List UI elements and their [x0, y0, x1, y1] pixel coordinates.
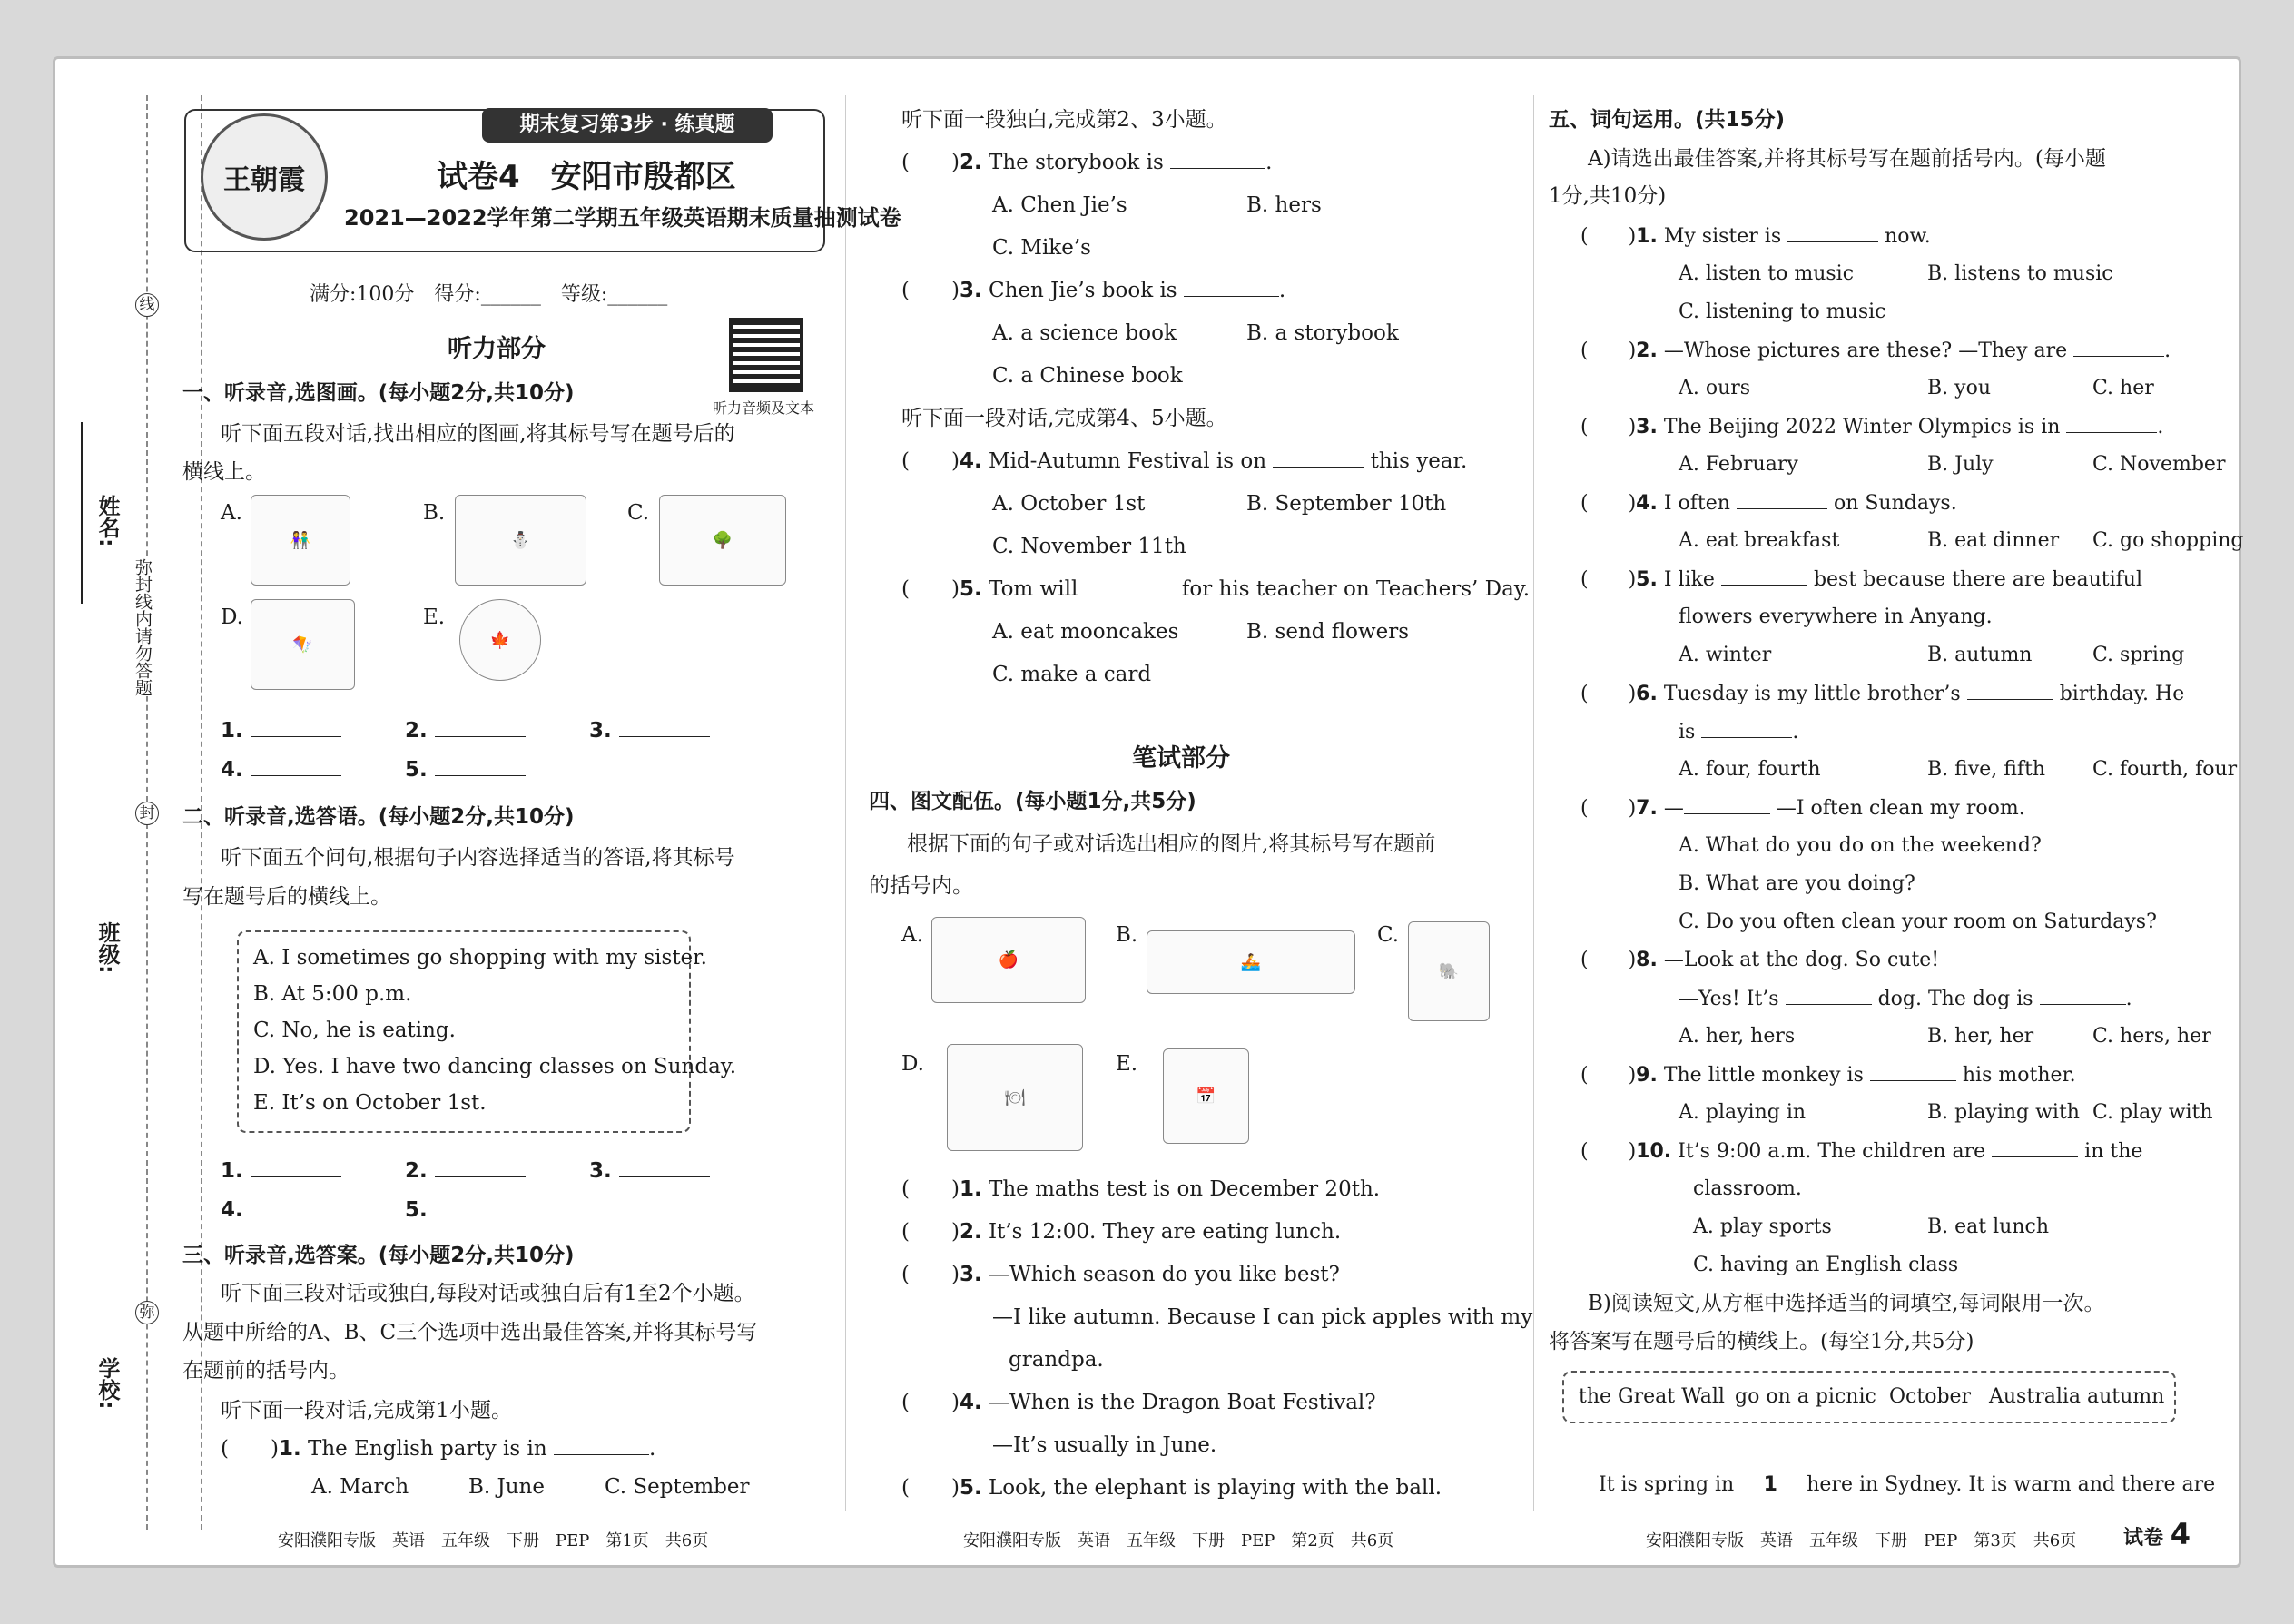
- s5-q9-b: his mother.: [1962, 1064, 2076, 1087]
- s5-q4-option-b: B. eat dinner: [1927, 529, 2060, 552]
- passage-line-1: [1599, 1471, 2215, 1499]
- s5-q9-option-a: A. playing in: [1679, 1101, 1807, 1124]
- s5-q9-option-c: C. play with: [2092, 1101, 2213, 1124]
- question-5: ( )5. Tom will for his teacher on Teachers’ Day.: [901, 577, 1531, 601]
- paper-number: 4: [2170, 1517, 2191, 1551]
- answer-blank[interactable]: [1721, 566, 1807, 586]
- option-b: B. At 5:00 p.m.: [253, 982, 412, 1006]
- exam-title: 试卷4 安阳市殷都区: [437, 159, 736, 195]
- s5-q8-a: —Look at the dog. So cute!: [1663, 949, 1940, 971]
- s5-q9-a: The little monkey is: [1663, 1064, 1864, 1087]
- word-bank-item: the Great Wall: [1579, 1385, 1725, 1408]
- picture-a: 👫: [251, 495, 350, 586]
- s5-q6-option-c: C. fourth, four: [2092, 758, 2238, 781]
- s5-question-7: ( )7. — —I often clean my room.: [1580, 794, 2025, 822]
- section3-instruction-3: 在题前的括号内。: [182, 1359, 350, 1383]
- picture-b: ⛄: [455, 495, 586, 586]
- name-label: 姓名:: [94, 495, 120, 547]
- answer-blank[interactable]: [251, 756, 341, 776]
- qr-caption: 听力音频及文本: [713, 399, 815, 417]
- s5-q6-line2: is .: [1679, 718, 1798, 746]
- answer-blank[interactable]: [554, 1435, 649, 1455]
- s5-q10-b: in the: [2084, 1140, 2143, 1163]
- page-footer-2: 安阳濮阳专版 英语 五年级 下册 PEP 第2页 共6页: [963, 1531, 1394, 1550]
- s4-q4-text: —When is the Dragon Boat Festival?: [989, 1391, 1376, 1414]
- answer-blank[interactable]: [435, 756, 526, 776]
- s5-question-8: ( )8. —Look at the dog. So cute!: [1580, 949, 1940, 971]
- s5-q8-line2: —Yes! It’s dog. The dog is .: [1679, 985, 2132, 1013]
- s5-q7-option-c: C. Do you often clean your room on Saturdays?: [1679, 910, 2157, 933]
- picture-e: 🍁: [459, 599, 541, 681]
- section1-title: 一、听录音,选图画。(每小题2分,共10分): [182, 381, 575, 405]
- s5-question-5: ( )5. I like best because there are beautiful: [1580, 566, 2142, 594]
- s4-question-3: ( )3. —Which season do you like best?: [901, 1263, 1340, 1286]
- s5-q7-a: —: [1663, 797, 1684, 820]
- pic-label-a: A.: [221, 501, 242, 525]
- s5-q8-c: dog. The dog is: [1877, 988, 2033, 1010]
- word-bank-item: autumn: [2087, 1385, 2165, 1408]
- s4-q4-line-2: —It’s usually in June.: [992, 1433, 1217, 1457]
- s5-question-10: ( )10. It’s 9:00 a.m. The children are in the: [1580, 1137, 2142, 1166]
- q5-text-a: Tom will: [989, 577, 1078, 601]
- s5-q8-b: —Yes! It’s: [1679, 988, 1779, 1010]
- section1-instruction: 听下面五段对话,找出相应的图画,将其标号写在题号后的: [221, 422, 735, 446]
- school-label: 学校:: [94, 1357, 120, 1410]
- s5-q7-b: —I often clean my room.: [1776, 797, 2025, 820]
- section2-instruction-2: 写在题号后的横线上。: [182, 885, 391, 909]
- s4-question-5: ( )5. Look, the elephant is playing with the ball.: [901, 1476, 1442, 1500]
- col2-sub-3: 听下面一段对话,完成第4、5小题。: [901, 407, 1227, 430]
- section4-instruction: 根据下面的句子或对话选出相应的图片,将其标号写在题前: [907, 832, 1436, 856]
- s1-num-3: 3.: [589, 719, 612, 743]
- s5-q9-option-b: B. playing with: [1927, 1101, 2080, 1124]
- s5-q3-option-c: C. November: [2092, 453, 2226, 476]
- paper-label-text: 试卷: [2123, 1527, 2164, 1550]
- s4-q2-text: It’s 12:00. They are eating lunch.: [989, 1220, 1342, 1244]
- score-line: 满分:100分 得分:______ 等级:______: [310, 283, 668, 306]
- s5-q10-option-c: C. having an English class: [1693, 1254, 1959, 1276]
- s5-q5-option-b: B. autumn: [1927, 644, 2033, 666]
- q4-text-b: this year.: [1370, 449, 1468, 473]
- page-footer-3: 安阳濮阳专版 英语 五年级 下册 PEP 第3页 共6页: [1646, 1531, 2077, 1550]
- class-label: 班级:: [94, 921, 120, 974]
- col2-sub-2: 听下面一段独白,完成第2、3小题。: [901, 108, 1227, 132]
- paper-label: [2123, 1517, 2191, 1552]
- passage-text-a: It is spring in: [1599, 1473, 1735, 1496]
- picture-apple-picking: 🍎: [931, 917, 1086, 1003]
- s2-num-4: 4.: [221, 1198, 243, 1222]
- s5-q10-option-a: A. play sports: [1693, 1216, 1832, 1238]
- mark-seal: 封: [135, 802, 159, 825]
- mark-line: 线: [135, 293, 159, 317]
- s5-q6-option-b: B. five, fifth: [1927, 758, 2046, 781]
- s5-q5-a: I like: [1663, 568, 1715, 591]
- picture-elephant: 🐘: [1408, 921, 1490, 1021]
- s5-q7-option-b: B. What are you doing?: [1679, 872, 1915, 895]
- word-bank-item: go on a picnic: [1735, 1385, 1876, 1408]
- answer-blank[interactable]: [251, 1196, 341, 1216]
- question-1: ( )1. The English party is in .: [221, 1437, 656, 1461]
- question-4: ( )4. Mid-Autumn Festival is on this year.: [901, 449, 1468, 473]
- s4-q3-text: —Which season do you like best?: [989, 1263, 1340, 1286]
- section3-title: 三、听录音,选答案。(每小题2分,共10分): [182, 1244, 575, 1267]
- s5-q10-c: classroom.: [1693, 1177, 1802, 1200]
- s4-q5-text: Look, the elephant is playing with the ball.: [989, 1476, 1442, 1500]
- s5-question-2: ( )2. —Whose pictures are these? —They are .: [1580, 337, 2171, 365]
- q1-option-a: A. March: [311, 1475, 409, 1499]
- s5-q1-option-b: B. listens to music: [1927, 262, 2113, 285]
- s4-q3-line-3: grandpa.: [1009, 1348, 1104, 1372]
- s5-q10-a: It’s 9:00 a.m. The children are: [1678, 1140, 1986, 1163]
- s5-q2-a: —Whose pictures are these? —They are: [1663, 340, 2068, 362]
- q3-option-c: C. a Chinese book: [992, 364, 1183, 388]
- logo-text: 王朝霞: [223, 164, 305, 196]
- exam-sheet: [53, 56, 2244, 1568]
- s5-q3-option-a: A. February: [1679, 453, 1798, 476]
- writing-title: 笔试部分: [1132, 744, 1230, 773]
- option-d: D. Yes. I have two dancing classes on Sunday.: [253, 1055, 737, 1078]
- s5-q5-option-c: C. spring: [2092, 644, 2185, 666]
- section5b-instruction: B)阅读短文,从方框中选择适当的词填空,每词限用一次。: [1588, 1292, 2105, 1315]
- answer-blank[interactable]: [1170, 149, 1265, 169]
- q3-text: Chen Jie’s book is: [989, 279, 1177, 302]
- s5-q6-option-a: A. four, fourth: [1679, 758, 1821, 781]
- word-bank-item: October: [1889, 1385, 1972, 1408]
- s5-q1-a: My sister is: [1663, 225, 1782, 248]
- q5-option-c: C. make a card: [992, 663, 1152, 686]
- s5-question-3: ( )3. The Beijing 2022 Winter Olympics is in .: [1580, 413, 2163, 441]
- s1-num-1: 1.: [221, 719, 243, 743]
- s5-q7-option-a: A. What do you do on the weekend?: [1679, 834, 2042, 857]
- s4-question-4: ( )4. —When is the Dragon Boat Festival?: [901, 1391, 1376, 1414]
- seal-notice: 弥封线内请勿答题: [131, 558, 155, 696]
- answer-blank[interactable]: [435, 717, 526, 737]
- s5-q1-b: now.: [1885, 225, 1931, 248]
- section4-title: 四、图文配伍。(每小题1分,共5分): [869, 790, 1196, 813]
- answer-blank[interactable]: [251, 1157, 341, 1177]
- s5-q3-option-b: B. July: [1927, 453, 1994, 476]
- exam-subtitle: 2021—2022学年第二学期五年级英语期末质量抽测试卷: [344, 205, 901, 231]
- pic-label-e: E.: [423, 605, 446, 629]
- s4-pic-label-d: D.: [901, 1052, 924, 1076]
- s4-question-2: ( )2. It’s 12:00. They are eating lunch.: [901, 1220, 1342, 1244]
- s5-q1-option-a: A. listen to music: [1679, 262, 1855, 285]
- s2-num-3: 3.: [589, 1159, 612, 1183]
- s5-q5-b: best because there are beautiful: [1813, 568, 2143, 591]
- answer-blank[interactable]: [1085, 576, 1176, 595]
- answer-blank[interactable]: [251, 717, 341, 737]
- s5-q4-a: I often: [1663, 492, 1730, 515]
- s2-num-1: 1.: [221, 1159, 243, 1183]
- s5-question-1: ( )1. My sister is now.: [1580, 222, 1931, 251]
- section2-instruction: 听下面五个问句,根据句子内容选择适当的答语,将其标号: [221, 846, 735, 870]
- q1-option-b: B. June: [468, 1475, 545, 1499]
- s4-pic-label-c: C.: [1377, 923, 1400, 947]
- pic-label-c: C.: [627, 501, 650, 525]
- answer-blank[interactable]: [2040, 985, 2126, 1005]
- column-divider: [845, 95, 846, 1511]
- answer-blank[interactable]: [1737, 489, 1827, 509]
- s2-num-2: 2.: [405, 1159, 428, 1183]
- s4-question-1: ( )1. The maths test is on December 20th.: [901, 1177, 1381, 1201]
- answer-blank[interactable]: [619, 1157, 710, 1177]
- s4-q1-text: The maths test is on December 20th.: [989, 1177, 1381, 1201]
- s5-q6-c: is: [1679, 721, 1696, 743]
- picture-lunch: 🍽: [947, 1044, 1083, 1151]
- q2-text: The storybook is: [989, 151, 1164, 174]
- section5a-instruction-2: 1分,共10分): [1549, 184, 1667, 208]
- s4-pic-label-a: A.: [901, 923, 923, 947]
- s5-q4-option-a: A. eat breakfast: [1679, 529, 1840, 552]
- answer-blank[interactable]: [1787, 222, 1878, 242]
- s5-question-4: ( )4. I often on Sundays.: [1580, 489, 1957, 517]
- q1-option-c: C. September: [605, 1475, 750, 1499]
- s5-q8-option-b: B. her, her: [1927, 1025, 2034, 1048]
- q3-option-a: A. a science book: [992, 321, 1177, 345]
- s1-num-5: 5.: [405, 758, 428, 782]
- section1-instruction-2: 横线上。: [182, 460, 266, 484]
- page-footer-1: 安阳濮阳专版 英语 五年级 下册 PEP 第1页 共6页: [278, 1531, 709, 1550]
- answer-blank[interactable]: [1786, 985, 1872, 1005]
- qr-code-icon[interactable]: [729, 318, 803, 392]
- q5-text-b: for his teacher on Teachers’ Day.: [1181, 577, 1531, 601]
- q4-option-b: B. September 10th: [1246, 492, 1447, 516]
- answer-blank[interactable]: [1870, 1061, 1956, 1081]
- s5-q4-b: on Sundays.: [1833, 492, 1957, 515]
- s5-q10-option-b: B. eat lunch: [1927, 1216, 2049, 1238]
- q1-text: The English party is in: [308, 1437, 547, 1461]
- s1-num-4: 4.: [221, 758, 243, 782]
- column-divider: [1533, 95, 1534, 1511]
- answer-blank[interactable]: [1967, 680, 2053, 700]
- listening-title: 听力部分: [448, 335, 546, 363]
- passage-blank-1[interactable]: 1: [1740, 1471, 1800, 1491]
- q5-option-a: A. eat mooncakes: [992, 620, 1179, 644]
- answer-blank[interactable]: [619, 717, 710, 737]
- s5-q2-option-a: A. ours: [1679, 377, 1751, 399]
- q4-option-a: A. October 1st: [992, 492, 1146, 516]
- option-e: E. It’s on October 1st.: [253, 1091, 487, 1115]
- answer-blank[interactable]: [435, 1196, 526, 1216]
- q2-option-a: A. Chen Jie’s: [992, 193, 1127, 217]
- answer-blank[interactable]: [1701, 718, 1792, 738]
- pic-label-b: B.: [423, 501, 446, 525]
- logo-seal: [201, 113, 328, 241]
- section4-instruction-2: 的括号内。: [869, 874, 973, 898]
- section3-instruction: 听下面三段对话或独白,每段对话或独白后有1至2个小题。: [221, 1282, 755, 1305]
- s5-q5-option-a: A. winter: [1679, 644, 1772, 666]
- s2-num-5: 5.: [405, 1198, 428, 1222]
- s5-q6-a: Tuesday is my little brother’s: [1663, 683, 1961, 705]
- q3-option-b: B. a storybook: [1246, 321, 1399, 345]
- option-c: C. No, he is eating.: [253, 1019, 456, 1042]
- answer-blank[interactable]: [1273, 448, 1364, 468]
- q4-text-a: Mid-Autumn Festival is on: [989, 449, 1267, 473]
- q2-option-b: B. hers: [1246, 193, 1322, 217]
- picture-dragon-boat: 🚣: [1147, 930, 1355, 994]
- pic-label-d: D.: [221, 605, 243, 629]
- calendar-icon: 📅: [1163, 1048, 1249, 1144]
- s5-q4-option-c: C. go shopping: [2092, 529, 2244, 552]
- answer-blank[interactable]: [435, 1157, 526, 1177]
- review-badge: 期末复习第3步 · 练真题: [482, 108, 773, 143]
- option-a: A. I sometimes go shopping with my sister.: [253, 946, 707, 969]
- s4-pic-label-b: B.: [1116, 923, 1138, 947]
- s5-q1-option-c: C. listening to music: [1679, 300, 1886, 323]
- picture-c: 🌳: [659, 495, 786, 586]
- word-bank-item: Australia: [1989, 1385, 2082, 1408]
- section5b-instruction-2: 将答案写在题号后的横线上。(每空1分,共5分): [1549, 1330, 1974, 1353]
- answer-blank[interactable]: [2066, 413, 2157, 433]
- answer-blank[interactable]: [1184, 277, 1279, 297]
- answer-blank[interactable]: [2073, 337, 2164, 357]
- section5-title: 五、词句运用。(共15分): [1549, 108, 1786, 132]
- s5-question-6: ( )6. Tuesday is my little brother’s birthday. He: [1580, 680, 2184, 708]
- s5-q3-a: The Beijing 2022 Winter Olympics is in: [1663, 416, 2061, 438]
- name-line: [81, 422, 83, 604]
- s5-q5-c: flowers everywhere in Anyang.: [1679, 605, 1993, 628]
- s5-q8-option-c: C. hers, her: [2092, 1025, 2211, 1048]
- section5a-instruction: A)请选出最佳答案,并将其标号写在题前括号内。(每小题: [1588, 147, 2106, 171]
- q4-option-c: C. November 11th: [992, 535, 1186, 558]
- section3-instruction-2: 从题中所给的A、B、C三个选项中选出最佳答案,并将其标号写: [182, 1321, 758, 1344]
- s5-question-9: ( )9. The little monkey is his mother.: [1580, 1061, 2076, 1089]
- section3-sub-1: 听下面一段对话,完成第1小题。: [221, 1399, 512, 1422]
- s5-q2-option-c: C. her: [2092, 377, 2154, 399]
- s4-q3-line-2: —I like autumn. Because I can pick apples with my: [992, 1305, 1533, 1329]
- s5-q2-option-b: B. you: [1927, 377, 1991, 399]
- answer-blank[interactable]: [1992, 1137, 2078, 1157]
- q2-option-c: C. Mike’s: [992, 236, 1091, 260]
- s5-q8-option-a: A. her, hers: [1679, 1025, 1796, 1048]
- s4-pic-label-e: E.: [1116, 1052, 1138, 1076]
- q5-option-b: B. send flowers: [1246, 620, 1410, 644]
- question-3: ( )3. Chen Jie’s book is .: [901, 279, 1286, 302]
- s5-q6-b: birthday. He: [2059, 683, 2185, 705]
- s1-num-2: 2.: [405, 719, 428, 743]
- section2-title: 二、听录音,选答语。(每小题2分,共10分): [182, 805, 575, 829]
- question-2: ( )2. The storybook is .: [901, 151, 1273, 174]
- mark-secret: 弥: [135, 1301, 159, 1324]
- picture-d: 🪁: [251, 599, 355, 690]
- passage-text-b: here in Sydney. It is warm and there are: [1807, 1473, 2216, 1496]
- answer-blank[interactable]: [1684, 794, 1770, 814]
